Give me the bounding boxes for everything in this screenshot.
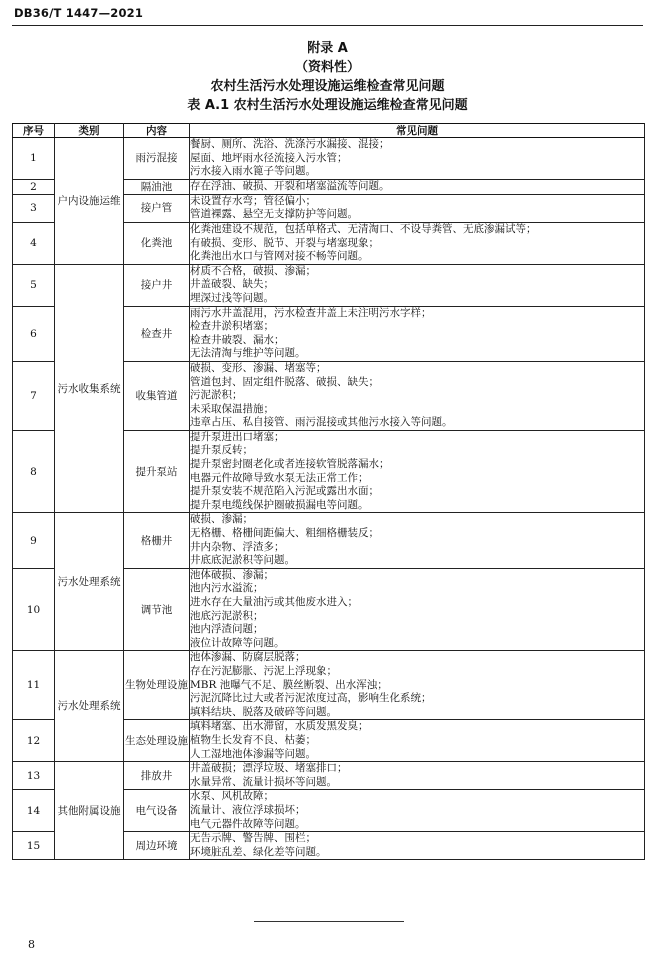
- issue-line: 材质不合格，破损、渗漏；: [190, 264, 316, 277]
- issue-line: 无法清淘与维护等问题。: [190, 347, 306, 360]
- row-number: 13: [13, 762, 55, 790]
- content-cell: 周边环境: [124, 832, 190, 860]
- header-category: 类别: [55, 124, 124, 138]
- issue-line: 填料结块、脱落及破碎等问题。: [190, 705, 337, 718]
- issue-line: 池底污泥淤积；: [190, 609, 264, 622]
- content-cell: 收集管道: [124, 361, 190, 430]
- content-cell: 生物处理设施: [124, 651, 190, 720]
- issues-table: [12, 123, 645, 860]
- row-number: 6: [13, 306, 55, 361]
- issues-cell: [190, 762, 645, 790]
- row-number: 2: [13, 179, 55, 194]
- content-cell: 格栅井: [124, 513, 190, 568]
- issue-line: 屋面、地坪雨水径流接入污水管；: [190, 151, 348, 164]
- issues-cell: [190, 179, 645, 194]
- appendix-nature: （资料性）: [294, 60, 360, 75]
- category-cell: 污水处理系统: [55, 651, 124, 762]
- issues-cell: [190, 513, 645, 568]
- issue-line: 植物生长发育不良、枯萎；: [190, 733, 316, 746]
- issues-cell: [190, 361, 645, 430]
- issue-line: 电器元件故障导致水泵无法正常工作；: [190, 471, 369, 484]
- issues-cell: [190, 264, 645, 306]
- table-header-row: [13, 124, 645, 138]
- content-cell: 检查井: [124, 306, 190, 361]
- issue-line: 人工湿地池体渗漏等问题。: [190, 747, 316, 760]
- row-number: 4: [13, 222, 55, 264]
- issue-line: 池体破损、渗漏；: [190, 568, 274, 581]
- issue-line: 埋深过浅等问题。: [190, 291, 274, 304]
- issues-cell: [190, 720, 645, 762]
- issue-line: 水量异常、流量计损坏等问题。: [190, 775, 337, 788]
- content-cell: 雨污混接: [124, 138, 190, 180]
- issues-cell: [190, 430, 645, 513]
- row-number: 5: [13, 264, 55, 306]
- standard-code: DB36/T 1447—2021: [14, 6, 144, 20]
- issue-line: 有破损、变形、脱节、开裂与堵塞现象；: [190, 236, 379, 249]
- issue-line: 管道包封、固定组件脱落、破损、缺失；: [190, 375, 379, 388]
- issue-line: 污泥淤积；: [190, 389, 243, 402]
- issue-line: 井盖破损；漂浮垃圾、堵塞排口；: [190, 762, 348, 775]
- content-cell: 电气设备: [124, 790, 190, 832]
- table-row: [13, 264, 645, 306]
- issues-cell: [190, 651, 645, 720]
- issue-line: 井盖破裂、缺失；: [190, 278, 274, 291]
- title-block: [0, 40, 655, 115]
- issue-line: 破损、渗漏；: [190, 513, 253, 526]
- issues-cell: [190, 222, 645, 264]
- issue-line: 水泵、风机故障；: [190, 790, 274, 803]
- row-number: 12: [13, 720, 55, 762]
- issue-line: 检查井破裂、漏水；: [190, 333, 285, 346]
- issue-line: 污泥沉降比过大或者污泥浓度过高，影响生化系统；: [190, 692, 432, 705]
- issue-line: 池内浮渣问题；: [190, 623, 264, 636]
- header-no: 序号: [13, 124, 55, 138]
- issue-line: 电气元器件故障等问题。: [190, 817, 306, 830]
- issue-line: 雨污水井盖混用，污水检查井盖上未注明污水字样；: [190, 306, 432, 319]
- issue-line: 井内杂物、浮渣多；: [190, 540, 285, 553]
- row-number: 11: [13, 651, 55, 720]
- table-caption: 表 A.1 农村生活污水处理设施运维检查常见问题: [187, 98, 468, 113]
- issue-line: 环境脏乱差、绿化差等问题。: [190, 845, 327, 858]
- row-number: 3: [13, 194, 55, 222]
- issue-line: 无格栅、格栅间距偏大、粗细格栅装反；: [190, 527, 379, 540]
- issue-line: 液位计故障等问题。: [190, 636, 285, 649]
- issue-line: 管道裸露、悬空无支撑防护等问题。: [190, 208, 358, 221]
- issue-line: 填料堵塞、出水滞留，水质发黑发臭；: [190, 720, 369, 733]
- row-number: 10: [13, 568, 55, 651]
- content-cell: 化粪池: [124, 222, 190, 264]
- issue-line: 破损、变形、渗漏、堵塞等；: [190, 361, 327, 374]
- issue-line: 化粪池出水口与管网对接不畅等问题。: [190, 250, 369, 263]
- header-content: 内容: [124, 124, 190, 138]
- issues-cell: [190, 306, 645, 361]
- page-number: 8: [28, 938, 35, 951]
- issue-line: 井底底泥淤积等问题。: [190, 554, 295, 567]
- issue-line: 餐厨、厕所、洗浴、洗涤污水漏接、混接；: [190, 138, 390, 150]
- issue-line: 池体渗漏、防腐层脱落；: [190, 651, 306, 664]
- issue-line: 存在浮油、破损、开裂和堵塞溢流等问题。: [190, 179, 390, 192]
- issues-cell: [190, 832, 645, 860]
- row-number: 1: [13, 138, 55, 180]
- table-row: [13, 762, 645, 790]
- issue-line: 提升泵反转；: [190, 444, 253, 457]
- issues-cell: [190, 568, 645, 651]
- content-cell: 生态处理设施: [124, 720, 190, 762]
- issue-line: 进水存在大量油污或其他废水进入；: [190, 596, 358, 608]
- row-number: 8: [13, 430, 55, 513]
- category-cell: 污水处理系统: [55, 513, 124, 651]
- category-cell: 污水收集系统: [55, 264, 124, 513]
- issue-line: 提升泵进出口堵塞；: [190, 430, 285, 443]
- issue-line: 化粪池建设不规范，包括单格式、无清淘口、不设导粪管、无底渗漏试等；: [190, 222, 537, 235]
- issues-cell: [190, 138, 645, 180]
- main-title: 农村生活污水处理设施运维检查常见问题: [210, 79, 445, 94]
- issue-line: 无告示牌、警告牌、围栏；: [190, 832, 316, 845]
- issue-line: 未设置存水弯；管径偏小；: [190, 194, 316, 207]
- issue-line: 提升泵电缆线保护圈破损漏电等问题。: [190, 498, 369, 511]
- header-rule: [12, 25, 643, 26]
- category-cell: 户内设施运维: [55, 138, 124, 265]
- issues-cell: [190, 790, 645, 832]
- table-row: [13, 138, 645, 180]
- category-cell: 其他附属设施: [55, 762, 124, 860]
- row-number: 7: [13, 361, 55, 430]
- content-cell: 接户井: [124, 264, 190, 306]
- appendix-title: 附录 A: [307, 41, 348, 56]
- header-issues: 常见问题: [190, 124, 645, 138]
- issue-line: 流量计、液位浮球损坏；: [190, 803, 306, 816]
- content-cell: 排放井: [124, 762, 190, 790]
- table-row: [13, 513, 645, 568]
- issue-line: 存在污泥膨胀、污泥上浮现象；: [190, 664, 337, 677]
- issues-cell: [190, 194, 645, 222]
- issue-line: 提升泵密封圈老化或者连接软管脱落漏水；: [190, 458, 390, 471]
- row-number: 14: [13, 790, 55, 832]
- content-cell: 提升泵站: [124, 430, 190, 513]
- issue-line: 污水接入雨水篦子等问题。: [190, 165, 316, 178]
- row-number: 9: [13, 513, 55, 568]
- issue-line: 提升泵安装不规范陷入污泥或露出水面；: [190, 485, 379, 498]
- issue-line: 池内污水溢流；: [190, 582, 264, 595]
- content-cell: 调节池: [124, 568, 190, 651]
- footer-rule: [254, 921, 404, 922]
- content-cell: 接户管: [124, 194, 190, 222]
- issue-line: 违章占压、私自接管、雨污混接或其他污水接入等问题。: [190, 416, 453, 429]
- issue-line: 检查井淤积堵塞；: [190, 320, 274, 333]
- content-cell: 隔油池: [124, 179, 190, 194]
- table-row: [13, 651, 645, 720]
- issue-line: 未采取保温措施；: [190, 402, 274, 415]
- row-number: 15: [13, 832, 55, 860]
- issue-line: MBR 池曝气不足、膜丝断裂、出水浑浊；: [190, 678, 388, 691]
